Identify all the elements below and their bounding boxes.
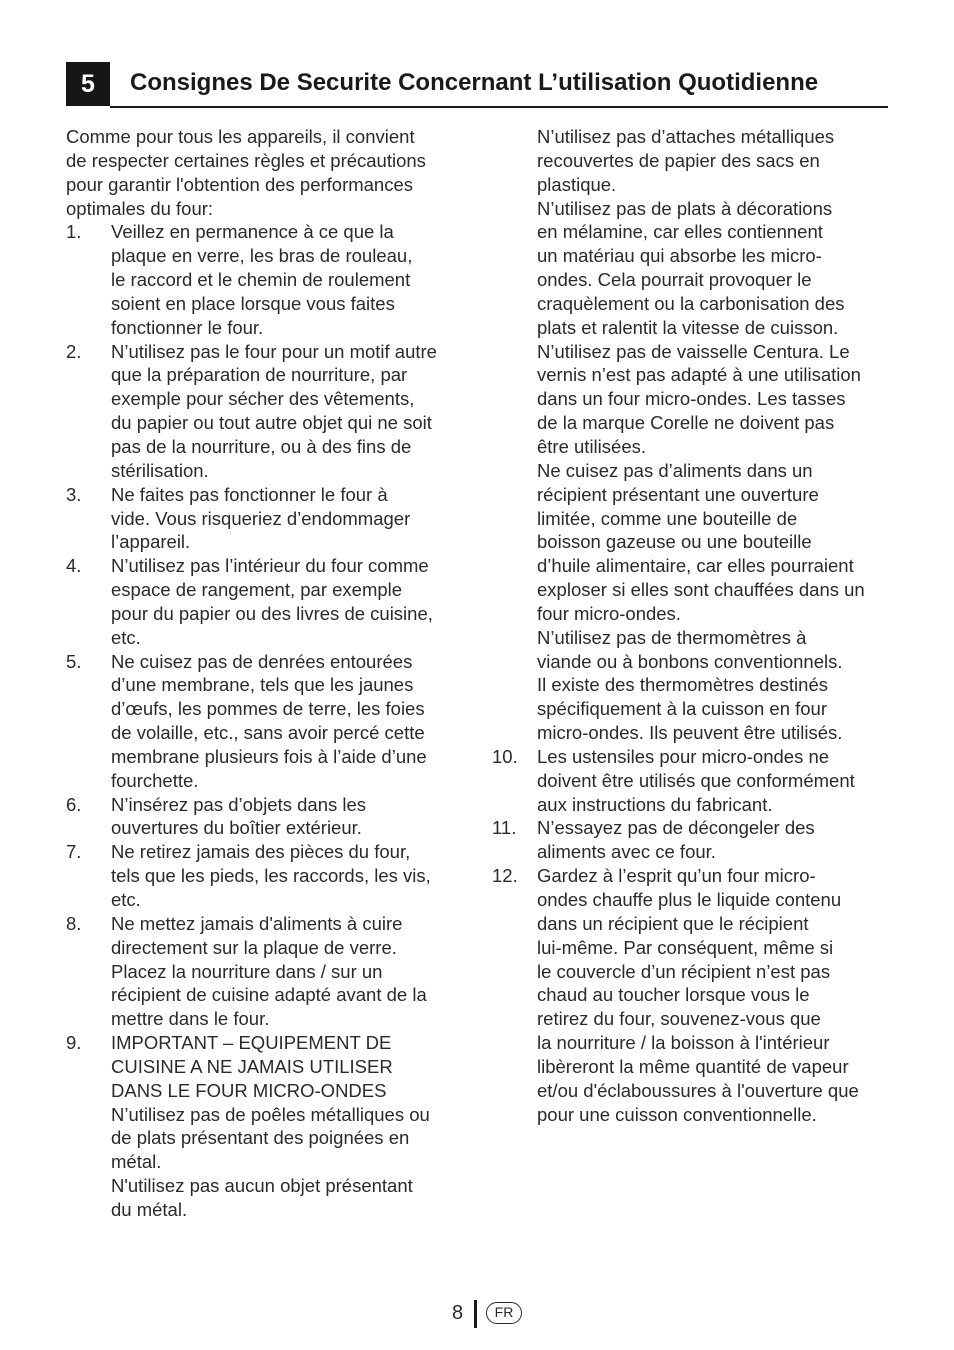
item-text: N’utilisez pas le four pour un motif autre que la préparation de nourriture, par exemple pour sécher des vêtements, du papier ou tout autre objet qui ne soit pas de la nourriture, ou à des fins de stérilisation. [111,340,437,481]
item-number: 5. [66,650,82,672]
continuation-paragraph: N’utilisez pas de thermomètres à viande ou à bonbons conventionnels. Il existe des thermomètres destinés spécifiquement à la cuisson en four micro-ondes. Ils peuvent être utilisés. [537,626,843,744]
footer-divider [474,1300,477,1328]
item-number: 3. [66,483,82,505]
item-text: Ne retirez jamais des pièces du four, tels que les pieds, les raccords, les vis, etc. [111,841,431,910]
item-text: N’utilisez pas l’intérieur du four comme espace de rangement, par exemple pour du papier ou des livres de cuisine, etc. [111,555,433,648]
item-text: N’insérez pas d’objets dans les ouvertures du boîtier extérieur. [111,793,367,839]
list-item [66,793,466,841]
list-item [66,1031,466,1222]
list-item [66,912,466,1031]
item-text: Les ustensiles pour micro-ondes ne doivent être utilisés que conformément aux instructions du fabricant. [537,745,855,815]
section-header [66,62,888,108]
list-item [66,220,466,339]
section-title: Consignes De Securite Concernant L’utilisation Quotidienne [130,69,819,96]
page-number: 8 [452,1302,464,1324]
list-item [492,745,897,817]
list-item [66,840,466,912]
item-text: IMPORTANT – EQUIPEMENT DE CUISINE A NE JAMAIS UTILISER DANS LE FOUR MICRO-ONDES N’utilisez pas de poêles métalliques ou de plats présentant des poignées en métal. N'utilisez pas aucun objet présentant du métal. [111,1032,430,1220]
right-column [492,125,897,1126]
item-number: 2. [66,340,82,362]
continuation-paragraph: Ne cuisez pas d’aliments dans un récipient présentant une ouverture limitée, comme une bouteille de boisson gazeuse ou une bouteille d’huile alimentaire, car elles pourraient exploser si elles sont chauffées dans un four micro-ondes. [537,459,865,624]
item-number: 9. [66,1032,82,1054]
item-number: 11. [492,817,517,839]
list-item [66,340,466,483]
item-text: N’essayez pas de décongeler des aliments avec ce four. [537,817,815,863]
intro-paragraph: Comme pour tous les appareils, il convient de respecter certaines règles et précautions pour garantir l'obtention des performances optimales du four: [66,126,426,219]
list-item [66,650,466,793]
item-number: 10. [492,745,518,767]
continuation-paragraph: N’utilisez pas de vaisselle Centura. Le vernis n’est pas adapté à une utilisation dans un four micro-ondes. Les tasses de la marque Corelle ne doivent pas être utilisées. [537,340,861,457]
list-item [492,864,897,1126]
item-text: Ne mettez jamais d'aliments à cuire directement sur la plaque de verre. Placez la nourriture dans / sur un récipient de cuisine adapté avant de la mettre dans le four. [111,912,427,1030]
item-number: 1. [66,221,82,243]
item-text: Veillez en permanence à ce que la plaque en verre, les bras de rouleau, le raccord et le chemin de roulement soient en place lorsque vous faites fonctionner le four. [111,221,413,338]
list-item [66,554,466,649]
item-number: 7. [66,841,82,863]
header-rule [110,106,888,108]
section-number: 5 [66,62,110,106]
item-text: Ne cuisez pas de denrées entourées d’une membrane, tels que les jaunes d’œufs, les pommes de terre, les foies de volaille, etc., sans avoir percé cette membrane plusieurs fois à l’aide d’une fourchette. [111,650,427,791]
left-column [66,125,466,1222]
item-text: Ne faites pas fonctionner le four à vide. Vous risqueriez d’endommager l’appareil. [111,483,411,553]
list-item [66,483,466,555]
item-number: 6. [66,793,82,815]
item-number: 4. [66,555,82,577]
item-number: 8. [66,912,82,934]
language-badge: FR [486,1302,522,1324]
continuation-paragraph: N’utilisez pas de plats à décorations en mélamine, car elles contiennent un matériau qui absorbe les micro- ondes. Cela pourrait provoquer le craquèlement ou la carbonisation des plats et ralentit la vitesse de cuisson. [537,197,845,338]
list-item [492,816,897,864]
item-number: 12. [492,865,518,887]
continuation-paragraph: N’utilisez pas d’attaches métalliques recouvertes de papier des sacs en plastique. [537,126,835,195]
item-text: Gardez à l’esprit qu’un four micro- ondes chauffe plus le liquide contenu dans un récipient que le récipient lui-même. Par conséquent, même si le couvercle d’un récipient n’est pas chaud au toucher lorsque vous le retirez du four, souvenez-vous que la nourriture / la boisson à l'intérieur libèreront la même quantité de vapeur et/ou d'éclaboussures à l'ouverture que pour une cuisson conventionnelle. [537,865,859,1125]
